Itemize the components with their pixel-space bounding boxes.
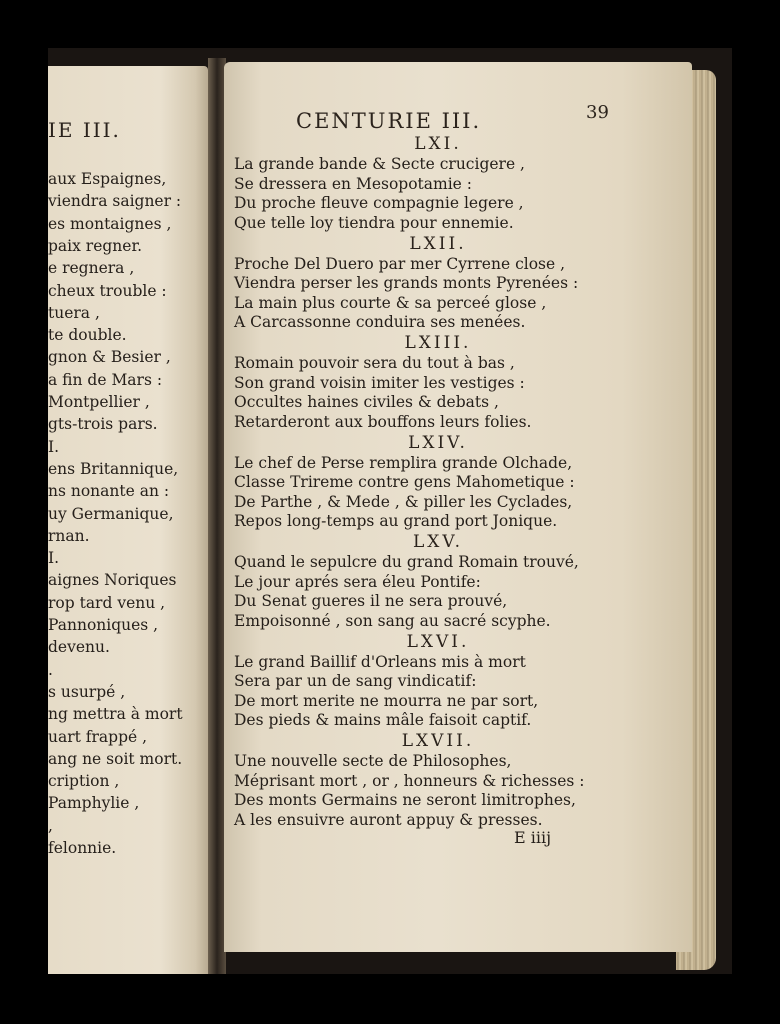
- verse-line: Le grand Baillif d'Orleans mis à mort: [234, 652, 526, 671]
- quatrain-numeral: LXVI.: [406, 631, 470, 652]
- left-verse-line: ang ne soit mort.: [48, 749, 183, 768]
- left-verse-line: .: [48, 660, 53, 679]
- verse-line: Quand le sepulcre du grand Romain trouvé,: [234, 553, 579, 571]
- left-verse-line: es montaignes ,: [48, 214, 172, 233]
- left-verse-line: a fin de Mars :: [48, 370, 163, 389]
- verse-line: Sera par un de sang vindicatif:: [234, 672, 477, 690]
- quatrain-numeral: LXIV.: [408, 432, 468, 453]
- verse-line: Retarderont aux bouffons leurs folies.: [234, 412, 532, 431]
- left-verse-line: ens Britannique,: [48, 459, 179, 478]
- verse-line: Romain pouvoir sera du tout à bas ,: [234, 354, 515, 372]
- left-verse-line: aux Espaignes,: [48, 170, 167, 188]
- page-number: 39: [586, 102, 609, 123]
- verse-line: Proche Del Duero par mer Cyrrene close ,: [234, 254, 566, 273]
- left-verse-line: devenu.: [48, 638, 110, 657]
- verse-line: Une nouvelle secte de Philosophes,: [234, 752, 512, 770]
- left-verse-line: uy Germanique,: [48, 504, 174, 523]
- verse-line: Méprisant mort , or , honneurs & richesses :: [234, 771, 585, 790]
- left-verse-line: felonnie.: [48, 839, 117, 857]
- left-running-head: IE III.: [48, 118, 121, 142]
- quatrain-numeral: LXVII.: [401, 731, 475, 751]
- left-page: [48, 66, 208, 974]
- verse-line: Le chef de Perse remplira grande Olchade,: [234, 453, 573, 472]
- left-verse-line: gnon & Besier ,: [48, 348, 171, 367]
- left-verse-line: cheux trouble :: [48, 281, 167, 300]
- left-verse-line: Montpellier ,: [48, 393, 150, 411]
- signature-mark: E iiij: [514, 828, 552, 847]
- verse-line: Classe Trireme contre gens Mahometique :: [234, 473, 575, 491]
- left-verse-line: viendra saigner :: [48, 192, 182, 211]
- verse-line: Empoisonné , son sang au sacré scyphe.: [234, 611, 551, 630]
- left-verse-line: cription ,: [48, 772, 120, 791]
- left-verse-line: uart frappé ,: [48, 727, 148, 746]
- running-head: CENTURIE III.: [296, 109, 482, 133]
- left-verse-line: paix regner.: [48, 236, 143, 255]
- verse-line: De Parthe , & Mede , & piller les Cyclades,: [234, 492, 573, 511]
- verse-line: A Carcassonne conduira ses menées.: [234, 313, 526, 331]
- left-verse-line: aignes Noriques: [48, 571, 177, 590]
- left-verse-line: ng mettra à mort: [48, 705, 183, 724]
- verse-line: La grande bande & Secte crucigere ,: [234, 155, 525, 173]
- left-verse-line: Pamphylie ,: [48, 794, 140, 813]
- left-verse-line: tuera ,: [48, 303, 100, 322]
- left-verse-line: e regnera ,: [48, 259, 135, 278]
- left-verse-line: I.: [48, 437, 60, 456]
- verse-line: Que telle loy tiendra pour ennemie.: [234, 213, 514, 232]
- verse-line: Le jour aprés sera éleu Pontife:: [234, 572, 481, 591]
- left-verse-line: s usurpé ,: [48, 682, 126, 701]
- verse-line: Du Senat gueres il ne sera prouvé,: [234, 592, 508, 610]
- quatrain-numeral: LXII.: [409, 233, 467, 254]
- verse-line: Des pieds & mains mâle faisoit captif.: [234, 711, 532, 729]
- left-verse-line: rnan.: [48, 526, 90, 545]
- verse-line: Viendra perser les grands monts Pyrenées :: [234, 274, 579, 292]
- book-photo: [48, 48, 732, 974]
- left-verse-line: ,: [48, 816, 53, 835]
- left-verse-line: rop tard venu ,: [48, 593, 166, 612]
- left-verse-line: te double.: [48, 326, 127, 345]
- left-verse-line: I.: [48, 549, 60, 568]
- left-verse-line: gts-trois pars.: [48, 415, 158, 434]
- verse-line: Se dressera en Mesopotamie :: [234, 174, 472, 193]
- left-verse-line: ns nonante an :: [48, 482, 170, 501]
- verse-line: Du proche fleuve compagnie legere ,: [234, 194, 524, 212]
- verse-line: Occultes haines civiles & debats ,: [234, 393, 499, 411]
- verse-line: De mort merite ne mourra ne par sort,: [234, 691, 539, 710]
- verse-line: Repos long-temps au grand port Jonique.: [234, 512, 558, 530]
- quatrain-numeral: LXIII.: [404, 333, 472, 353]
- left-verse-line: Pannoniques ,: [48, 616, 159, 634]
- quatrain-numeral: LXV.: [412, 532, 464, 552]
- verse-line: La main plus courte & sa perceé glose ,: [234, 293, 547, 312]
- verse-line: Des monts Germains ne seront limitrophes,: [234, 791, 576, 809]
- right-page: [224, 62, 692, 952]
- quatrain-numeral: LXI.: [414, 134, 462, 154]
- verse-line: A les ensuivre auront appuy & presses.: [234, 810, 543, 829]
- verse-line: Son grand voisin imiter les vestiges :: [234, 373, 525, 392]
